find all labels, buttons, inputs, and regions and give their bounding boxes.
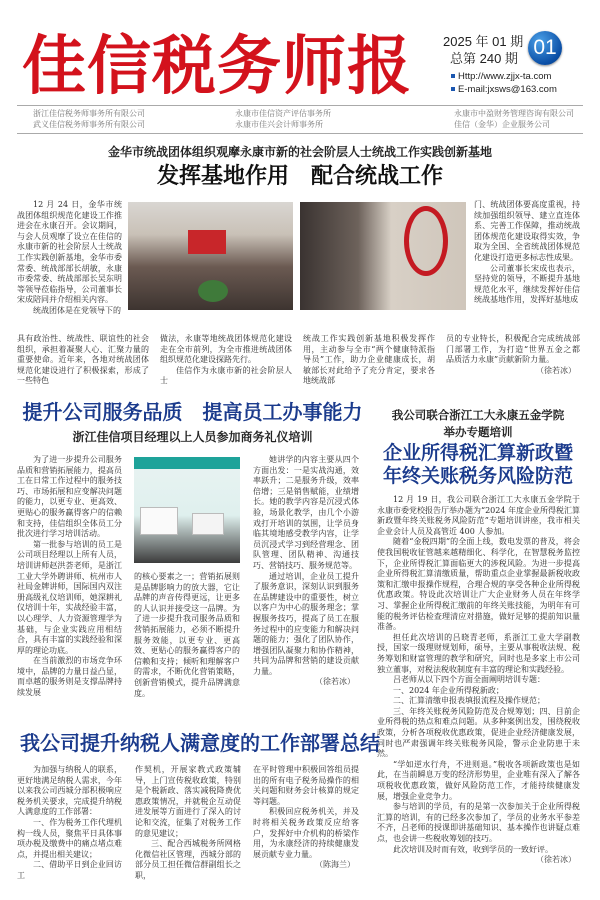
paragraph: 12 月 24 日，金华市统战团体组织规范化建设工作推进会在永康召开。会议期间，与会人员观摩了设立在佳信的永康市新的社会阶层人士统战工作实践创新基地，金华市委常委、统战部部长胡敏，永康市委常委、统战部部长吴东明等领导莅临指导，公司董事长宋成陪同并介绍相关内容。: [17, 200, 122, 305]
paragraph: 具有政治性、统战性、联谊性的社会组织，承担着凝聚人心、汇聚力量的重要使命。近年来，各地对统战团体规范化建设进行了积极探索，形成了一些特色: [17, 334, 149, 386]
paragraph: 门、统战团体要高度重视，持续加强组织领导、建立直连体系、完善工作保障，推动统战团体规范化建设取得实效，争取为全国、全省统战团体规范化建设打造更多标志性成果。: [474, 200, 580, 262]
paragraph: 员的专业特长，积极配合完成统战部门部署工作，为打造“世界五金之都 品质活力永康”贡献新阶力量。: [446, 334, 588, 365]
article1-headline: 发挥基地作用 配合统战工作: [156, 164, 443, 189]
article2-column-1: [17, 455, 122, 699]
article3-headline-line1: 企业所得税汇算新政暨: [382, 442, 573, 464]
paragraph: 第一批参与培训的员工是公司项目经理以上所有人员，培训讲师赵洪荟老师，是浙江工业大学外聘讲师、杭州市人社局金牌讲师，国际国内双注册高级礼仪培训师，她深耕礼仪培训十年，实战经验丰富，以心理学、人力资源管理学为基础，与企业实践应用相结合，具有丰富的实践经验和深厚的理论功底。: [17, 539, 122, 655]
flipchart: [140, 507, 178, 535]
paragraph: 12 月 19 日，我公司联合浙江工大永康五金学院于永康市委党校报告厅举办题为“2024 年度企业所得税汇算新政暨年终关账税务风险防范”专题培训讲座，我市相关企业会计人员及高管近 400 人参加。: [377, 495, 580, 536]
article3-byline: （徐若冰）: [536, 855, 576, 865]
paragraph: 三、配合西城税务所网格化微信社区管理，西城分部的部分员工担任微信群副组长之职，: [135, 839, 241, 880]
website-link[interactable]: [451, 71, 551, 82]
paragraph: 三、年终关账税务风险防范及合规筹划；四、目前企业所得税的热点和难点问题。从多种案例出发，围绕税收政策，分析各项税收优惠政策，促进企业经济健康发展，同时也严肃强调年终关账税务风险，警示企业防患于未然。: [377, 706, 580, 759]
article1-column-4-bottom: [446, 334, 588, 376]
total-issue-number: 总第 240 期: [450, 51, 518, 66]
paragraph: 作契机，开展家教式政策辅导，上门宣传税收政策，特别是个税新政、落实减税降费优惠政策情况，并就税企互动促进发展等方面进行了深入的讨论和交流，征集了对税务工作的意见建议；: [135, 765, 241, 838]
paragraph: 一、2024 年企业所得税新政；: [393, 685, 504, 695]
paragraph: 公司董事长宋成也表示，坚持党的领导，不断提升基地规范化水平，继续发挥好佳信统战基地作用，发挥好基地成: [474, 263, 580, 305]
article2-headline: 提升公司服务品质 提高员工办事能力: [22, 400, 363, 424]
paragraph: “学如逆水行舟，不进则退。”税收各项新政策也是如此，在当前瞬息万变的经济形势里，企业唯有深入了解各项税收优惠政策，做好风险防范工作，才能持续健康发展，增强企业竞争力。: [377, 759, 580, 801]
paragraph: 随着“金税四期”的全面上线，数电发票的普及，将会使我国税收征管越来越精细化、科学化，在智慧税务监控下，企业所得税汇算面临更大的涉税风险。为进一步提高企业所得税汇算清缴质量，帮助重点企业掌握最新税收政策和汇缴申报操作规程，合理合规的享受各种企业所得税优惠政策。特设此次培训让广大企业财务人员在年终学习、掌握企业所得税汇缴前的年终关账技能，为明年有可能的税务评估检查理清应对措施，做好足够的提前知识量准备。: [377, 537, 580, 632]
company-name: 永康市中盈财务管理咨询有限公司: [454, 109, 574, 118]
paragraph: 一、作为税务工作代理机构一线人员，聚焦平日具体事项办税及缴费中的痛点堵点难点，并提出相关建议；: [17, 817, 122, 859]
email-text: E-mail:jxsws@163.com: [458, 84, 557, 95]
issue-number: 2025 年 01 期: [443, 34, 524, 49]
plant: [198, 280, 228, 302]
paragraph: 担任此次培训的吕晓青老师，系浙江工业大学副教授，国家一级理财规划师，硕导，主要从事税收法规、税务筹划和财富管理的教学和研究，同时也是多家上市公司独立董事，对税法税收制度有丰富的理论和实践经验。: [377, 632, 580, 674]
article4-column-3: [253, 765, 359, 871]
article1-byline: （徐若冰）: [536, 365, 576, 375]
article4-column-2: [135, 765, 241, 882]
article2-subhead: 浙江佳信项目经理以上人员参加商务礼仪培训: [72, 430, 313, 444]
newspaper-title: 佳信税务师报: [22, 29, 412, 104]
masthead-divider: [17, 105, 583, 106]
article1-column-1-bottom: [17, 334, 149, 387]
paragraph: 在当前激烈的市场竞争环境中，品牌的力量日益凸显，而卓越的服务则是支撑品牌持续发展: [17, 656, 122, 698]
paragraph: 积极回应税务机关，并及时将相关税务政策反应给客户，发挥好中介机构的桥梁作用，为永康经济的持续健康发展贡献专业力量。: [253, 807, 359, 859]
company-name: 永康市佳信资产评估事务所: [235, 109, 331, 118]
paragraph: 她讲学的内容主要从四个方面出发：一是实战沟通，效率跃升；二是服务升级，效率倍增；三是销售赋能，业绩增长。她的教学内容是沉浸式体验，场景化教学，由几个小游戏打开培训的氛围，让学员身临其境地感受教学内容，让学员沉浸式学习到经营理念、团队管理、团队精神、沟通技巧、营销技巧、服务规范等。: [253, 455, 359, 570]
article1-kicker: 金华市统战团体组织观摩永康市新的社会阶层人士统战工作实践创新基地: [107, 145, 492, 159]
paragraph: 在平时管理中积极回答组员提出的所有电子税务局操作的相关问题和财务会计核算的规定等问题。: [253, 765, 359, 806]
meeting-photo: [128, 202, 293, 310]
paragraph: 通过培训，企业员工提升了服务意识，深刻认识到服务在品牌建设中的重要性，树立以客户为中心的服务理念；掌握服务技巧，提高了员工在服务过程中的应变能力和解决问题的能力；强化了团队协作，增强团队凝聚力和协作精神，共同为品牌和营销的建设贡献力量。: [253, 571, 359, 676]
article3-body: [377, 495, 580, 866]
article1-column-2: [160, 334, 292, 387]
paragraph: 为了进一步提升公司服务品质和营销拓展能力，提高员工在日常工作过程中的服务技巧、市场拓展和应变解决问题的能力，以更专业、更高效、更贴心的服务赢得客户的信赖和支持，佳信组织全体员工分批次进行学习培训活动。: [17, 455, 122, 539]
paragraph: 此次培训及时而有效，收到学员的一致好评。: [393, 844, 553, 854]
article1-column-3: [303, 334, 435, 387]
issue-badge: 01: [528, 31, 562, 65]
paragraph: 做法，永康等地统战团体规范化建设走在全市前列，为全市推进统战团体组织规范化建设探路先行。: [160, 334, 292, 365]
article1-column-1: [17, 200, 122, 317]
paragraph: 吕老师从以下四个方面全面阐明培训专题：: [393, 675, 545, 685]
company-name: 永康市佳兴会计师事务所: [235, 120, 323, 129]
bullet-icon: [451, 87, 455, 91]
paragraph: 统战团体是在党领导下的: [33, 305, 121, 315]
company-name: 武义佳信税务师事务所有限公司: [33, 120, 145, 129]
paragraph: 二、借助平日到企业回访工: [17, 860, 122, 880]
flipchart: [192, 513, 224, 535]
paragraph: 的核心要素之一；营销拓展则是品牌影响力的放大器，它让品牌的声音传得更远，让更多的人认识并接受这一品牌。为了进一步提升我司服务品质和营销拓展能力，必须不断提升服务效能，以更专业、更高效、更贴心的服务赢得客户的信赖和支持；倾听和理解客户的需求，不断优化营销策略，创新营销模式，提升品牌满意度。: [134, 572, 240, 698]
article2-byline: （徐若冰）: [315, 677, 355, 687]
paragraph: 二、汇算清缴申报表填报流程及操作规范；: [393, 696, 545, 706]
visit-photo: [300, 202, 466, 310]
email-link[interactable]: [451, 84, 557, 95]
bullet-icon: [451, 74, 455, 78]
screen-header: [134, 457, 240, 469]
article4-column-1: [17, 765, 122, 882]
company-name: 浙江佳信税务师事务所有限公司: [33, 109, 145, 118]
article3-kicker-line2: 举办专题培训: [443, 425, 513, 439]
article4-byline: （陈海兰）: [315, 860, 355, 870]
paragraph: 统战工作实践创新基地积极发挥作用，主动参与全市“两个健康特派指导员”工作，助力企业健康成长，胡敏部长对此给予了充分肯定，要求各地统战部: [303, 334, 435, 386]
article3-kicker-line1: 我公司联合浙江工大永康五金学院: [391, 408, 565, 422]
article1-column-4: [474, 200, 580, 306]
article2-column-3: [253, 455, 359, 688]
paragraph: 为加强与纳税人的联系，更好地满足纳税人需求，今年以来我公司西城分部积极响应税务机关要求，完成提升纳税人满意度的工作部署：: [17, 765, 122, 817]
company-name: 佳信（金华）企业服务公司: [454, 120, 550, 129]
training-photo: [134, 457, 240, 563]
article4-headline: 我公司提升纳税人满意度的工作部署总结: [20, 731, 380, 755]
red-emblem: [404, 206, 448, 276]
masthead-divider: [17, 133, 583, 134]
article2-column-2: [134, 572, 240, 699]
red-banner: [188, 230, 226, 254]
paragraph: 佳信作为永康市新的社会阶层人士: [160, 365, 292, 386]
article3-headline-line2: 年终关账税务风险防范: [382, 465, 573, 487]
website-text: Http://www.zjjx-ta.com: [458, 71, 552, 82]
paragraph: 参与培训的学员，有的是第一次参加关于企业所得税汇算的培训，有的已经多次参加了，学员的业务水平参差不齐，吕老师的授课即讲基础知识、基本操作也讲疑点难点，也会讲一些税收筹划的技巧。: [377, 802, 580, 843]
